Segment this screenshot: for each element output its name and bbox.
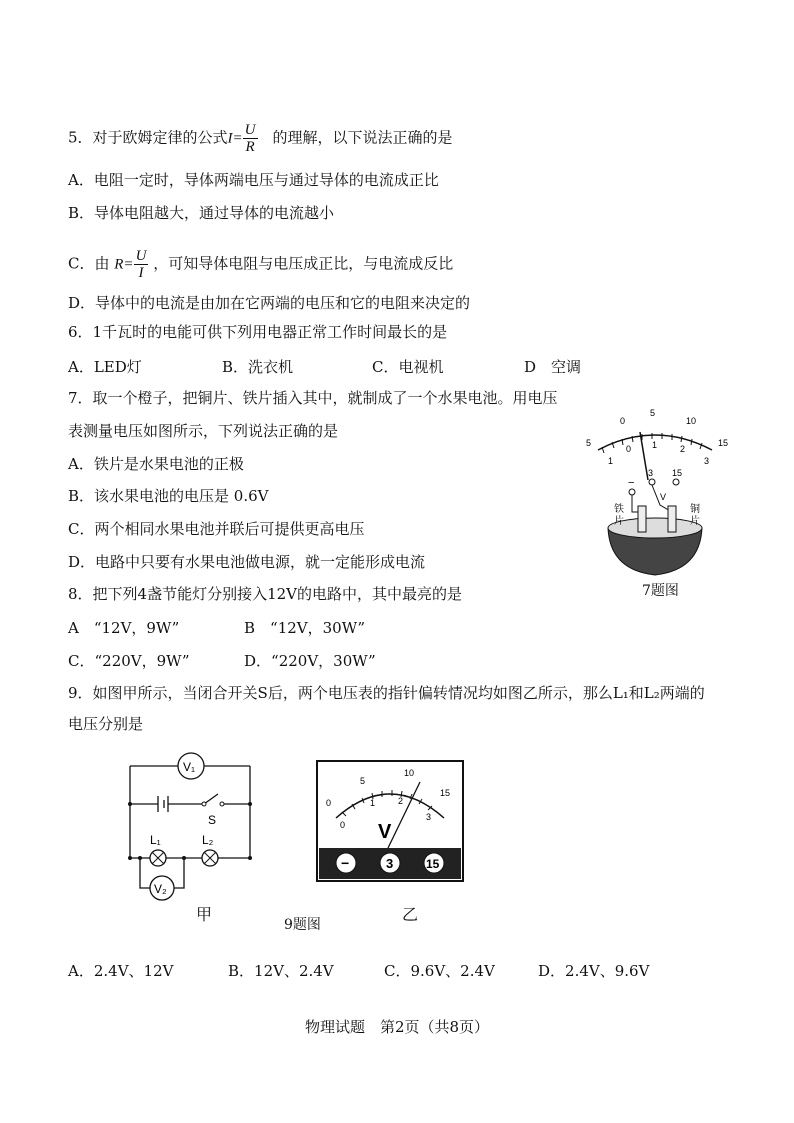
lamp-l1 (150, 850, 166, 866)
q5-c-denominator: I (138, 265, 144, 281)
q5-formula-lhs: I= (227, 130, 243, 147)
fig9-terminal-minus: − (341, 855, 350, 871)
q6-stem: 6．1千瓦时的电能可供下列用电器正常工作时间最长的是 (68, 323, 448, 341)
label-v1: V₁ (183, 760, 196, 774)
q5-option-c-pre: C．由 (68, 254, 110, 273)
q9-stem-line2: 电压分别是 (68, 715, 144, 733)
fig7-bottom-tick-1: 0 (626, 444, 632, 454)
q5-option-d: D．导体中的电流是由加在它两端的电压和它的电阻来决定的 (68, 294, 471, 312)
q5-c-formula-fraction (134, 248, 149, 281)
fig7-bottom-tick-0: 1 (608, 456, 614, 466)
fig9-bottom-tick-1: 1 (370, 798, 376, 808)
fig9-terminal-3: 3 (386, 856, 394, 871)
page-footer: 物理试题 第2页（共8页） (304, 1018, 490, 1036)
q7-option-d: D．电路中只要有水果电池做电源，就一定能形成电流 (68, 553, 426, 571)
fig9-bottom-tick-2: 2 (398, 796, 404, 806)
q8-option-c: C．“220V，9W” (68, 652, 190, 670)
q7-option-b: B．该水果电池的电压是 0.6V (68, 487, 269, 505)
q9-label-jia: 甲 (196, 905, 213, 924)
fig9-top-tick-0: 0 (326, 798, 332, 808)
q5-option-a: A．电阻一定时，导体两端电压与通过导体的电流成正比 (68, 171, 439, 189)
q9-label-yi: 乙 (402, 905, 419, 924)
fig9-top-tick-2: 10 (404, 768, 415, 778)
fig7-terminal-minus: − (628, 477, 635, 489)
fig7-meter-symbol: V (660, 492, 667, 502)
q7-option-a: A．铁片是水果电池的正极 (68, 455, 244, 473)
fig7-top-tick-2: 5 (650, 408, 656, 418)
fig9-bottom-tick-0: 0 (340, 820, 346, 830)
q6-option-b: B．洗衣机 (222, 358, 294, 376)
q9-stem: 9．如图甲所示，当闭合开关S后，两个电压表的指针偏转情况均如图乙所示，那么L₁和L₂两端的 (68, 684, 705, 702)
fig9-terminal-15: 15 (426, 857, 440, 871)
q7-option-c: C．两个相同水果电池并联后可提供更高电压 (68, 520, 365, 538)
fig7-copper-label-1: 铜 (690, 504, 700, 515)
q5-stem-pre: 5．对于欧姆定律的公式 (68, 128, 228, 147)
label-l2: L₂ (202, 833, 214, 847)
fig9-bottom-tick-3: 3 (426, 812, 432, 822)
fig7-top-tick-3: 10 (686, 416, 697, 426)
q5-option-b: B．导体电阻越大，通过导体的电流越小 (68, 204, 335, 222)
fig7-terminal-3: 3 (648, 468, 654, 478)
q5-option-c-post: ，可知导体电阻与电压成正比，与电流成反比 (153, 254, 454, 273)
q9-voltmeter-dial (316, 760, 464, 882)
q9-circuit-diagram (120, 748, 260, 908)
q7-figure-caption: 7题图 (642, 583, 679, 599)
q5-formula-fraction (243, 122, 258, 155)
q6-option-c: C．电视机 (372, 358, 444, 376)
q9-option-d: D．2.4V、9.6V (538, 962, 650, 980)
fig9-meter-symbol: V (378, 821, 392, 843)
fig7-top-tick-0: 5 (586, 438, 592, 448)
fig7-top-tick-1: 0 (620, 416, 626, 426)
q7-figure-fruit-battery (580, 400, 730, 590)
fig7-copper-label-2: 片 (690, 516, 700, 527)
fig7-terminal-15: 15 (672, 468, 683, 478)
q9-figure-caption: 9题图 (284, 917, 321, 933)
fig7-bottom-tick-3: 2 (680, 444, 686, 454)
q9-option-c: C．9.6V、2.4V (384, 962, 495, 980)
q5-c-numerator: U (135, 248, 147, 264)
q5-stem (68, 122, 453, 155)
q8-option-a: A “12V，9W” (68, 619, 180, 637)
fig7-bottom-tick-4: 3 (704, 456, 710, 466)
label-switch-s: S (208, 813, 217, 827)
q6-option-a: A．LED灯 (68, 358, 142, 376)
q8-option-b: B “12V，30W” (244, 619, 366, 637)
fig7-iron-label-1: 铁 (614, 504, 624, 515)
fig7-needle (640, 432, 648, 480)
lamp-l2 (202, 850, 218, 866)
q7-stem-line2: 表测量电压如图所示，下列说法正确的是 (68, 422, 339, 440)
fig9-top-tick-3: 15 (440, 788, 451, 798)
q5-option-c (68, 248, 453, 281)
q9-option-b: B．12V、2.4V (228, 962, 334, 980)
q7-stem-line1: 7．取一个橙子，把铜片、铁片插入其中，就制成了一个水果电池。用电压 (68, 389, 558, 407)
q8-option-d: D．“220V，30W” (244, 652, 376, 670)
label-v2: V₂ (154, 882, 167, 896)
q5-stem-post: 的理解，以下说法正确的是 (272, 128, 453, 147)
fig7-iron-label-2: 片 (614, 516, 624, 527)
label-l1: L₁ (150, 833, 161, 847)
q9-option-a: A．2.4V、12V (68, 962, 174, 980)
q5-c-formula-lhs: R= (114, 256, 134, 273)
fig7-bottom-tick-2: 1 (652, 440, 658, 450)
fig7-copper-plate (668, 506, 676, 532)
q8-stem: 8．把下列4盏节能灯分别接入12V的电路中，其中最亮的是 (68, 585, 463, 603)
q5-formula-denominator: R (245, 139, 255, 155)
q5-formula-numerator: U (244, 122, 256, 138)
fig7-iron-plate (638, 506, 646, 532)
q6-option-d: D 空调 (524, 358, 582, 376)
fig7-top-tick-4: 15 (718, 438, 729, 448)
fig9-top-tick-1: 5 (360, 776, 366, 786)
